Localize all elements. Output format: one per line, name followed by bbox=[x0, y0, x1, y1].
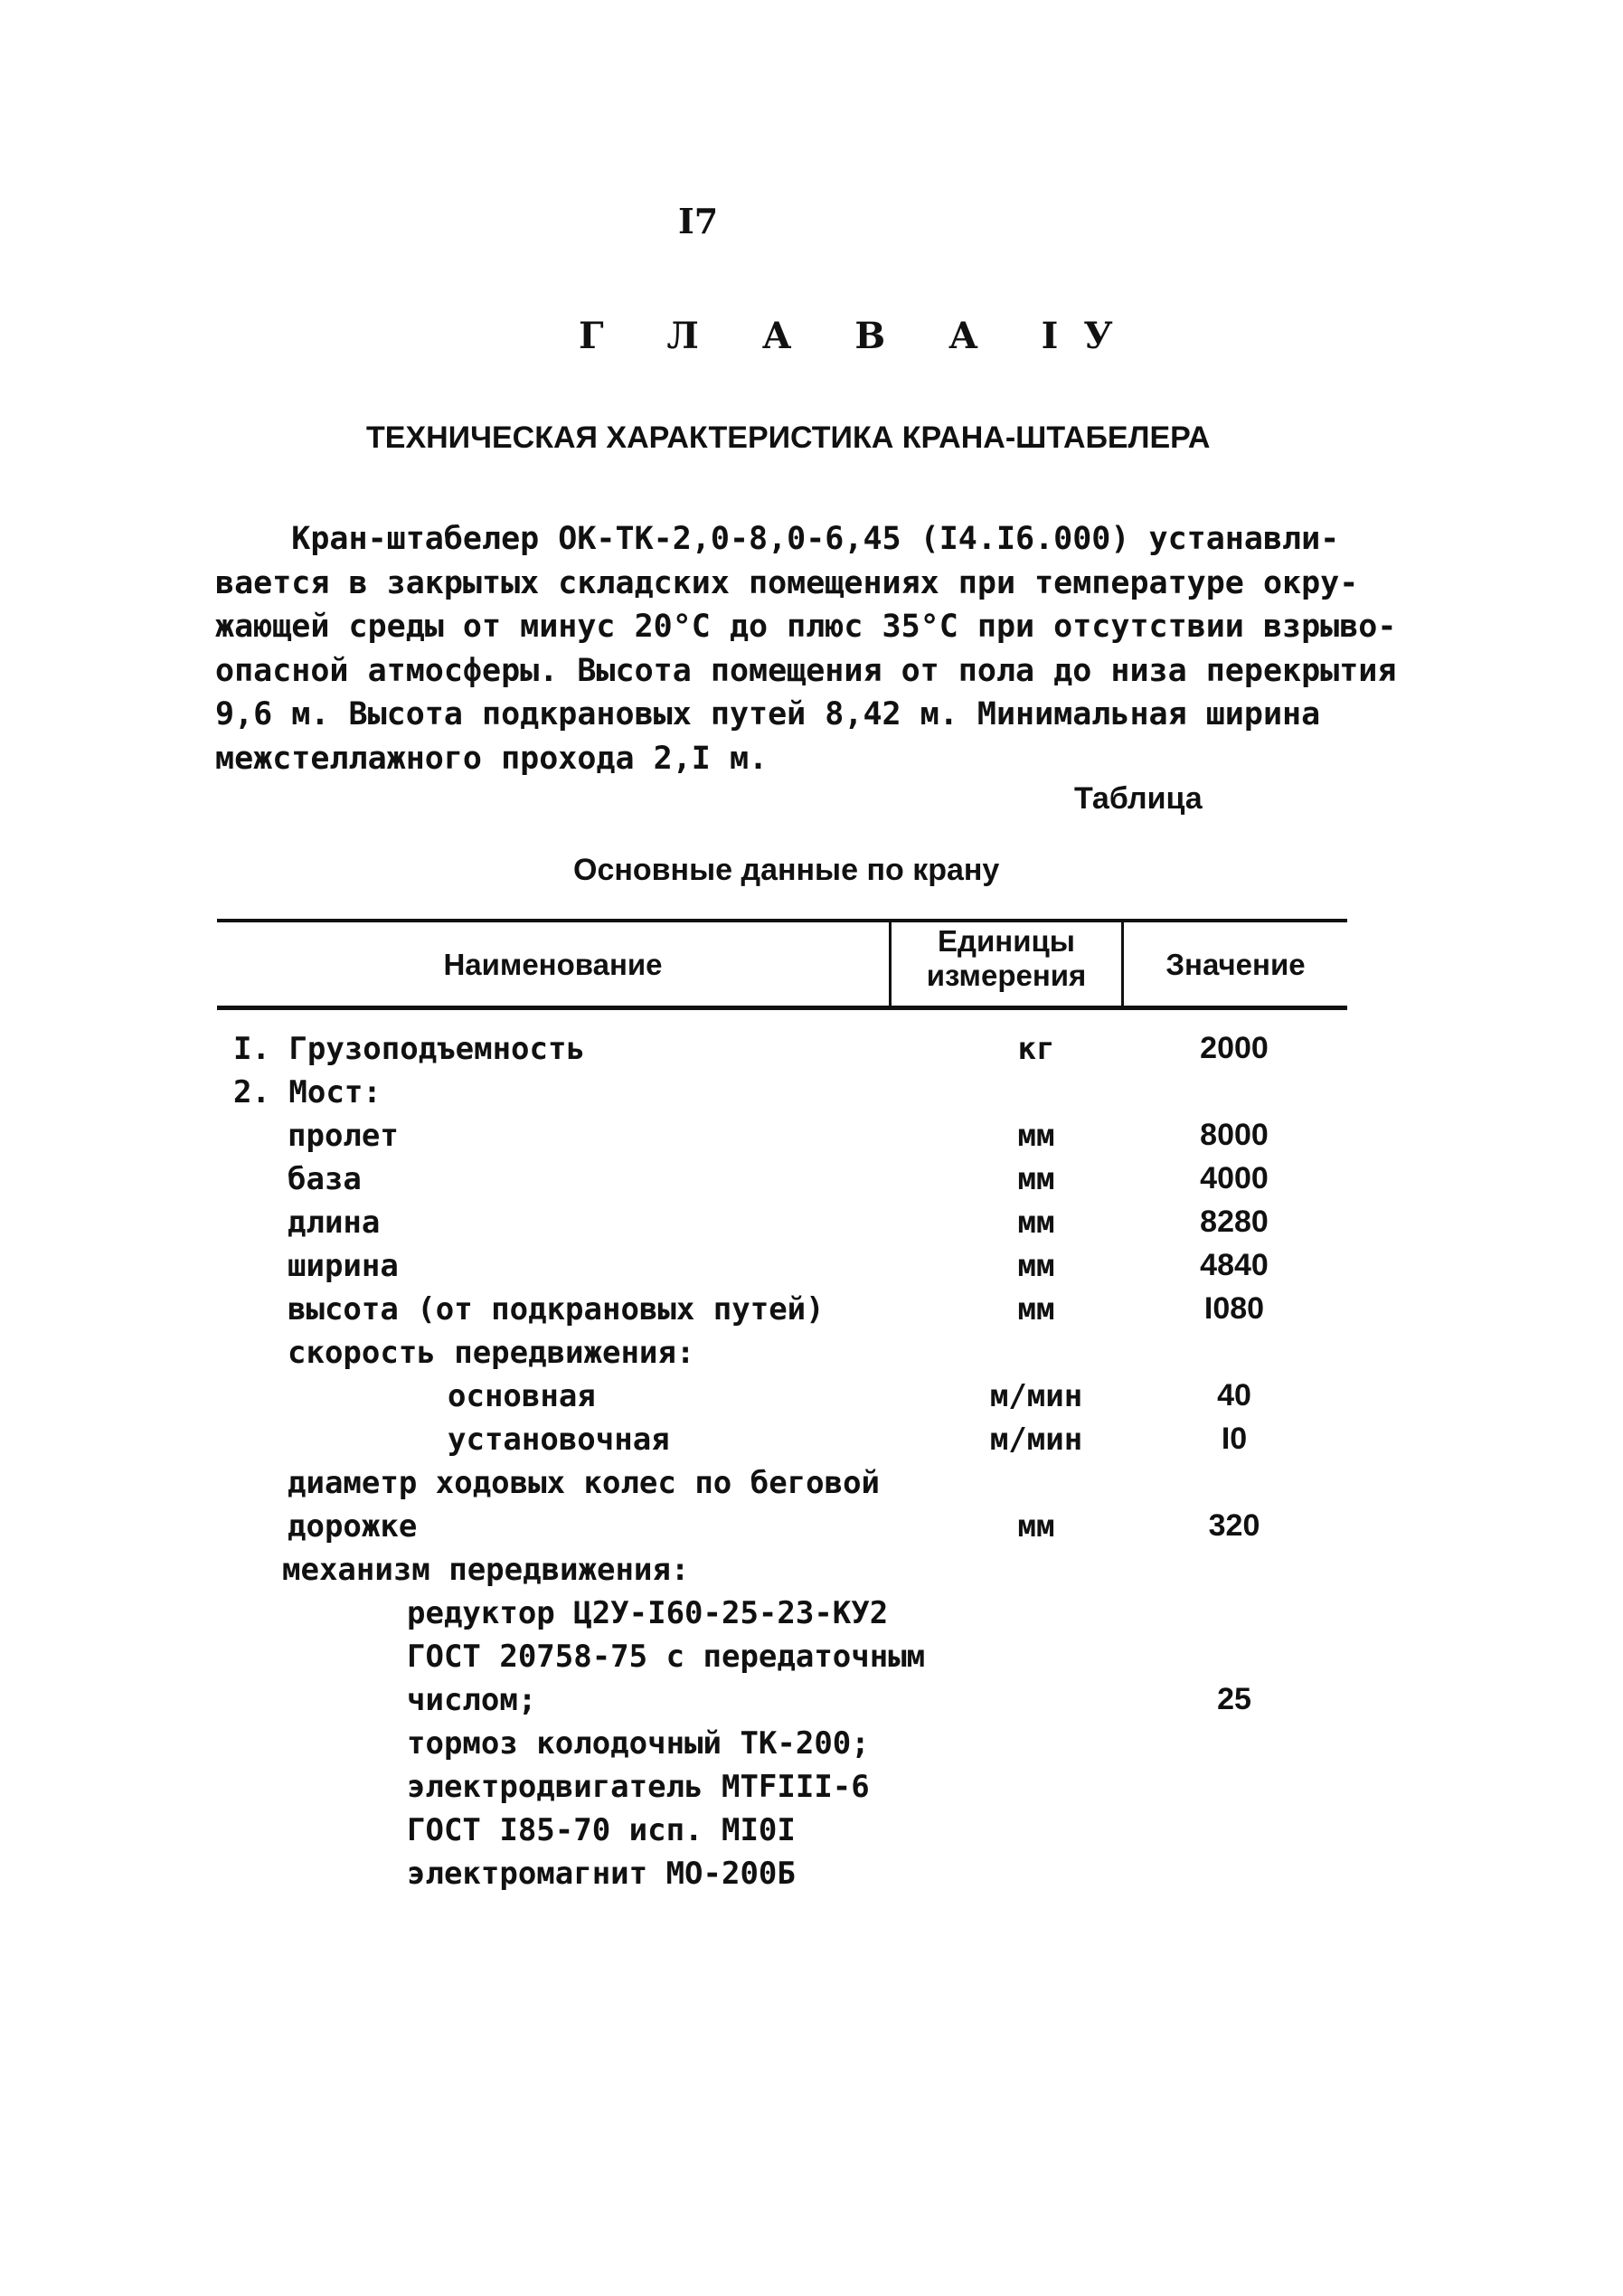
row-value: 8000 bbox=[1200, 1118, 1269, 1152]
row-value: 25 bbox=[1217, 1682, 1251, 1716]
row-unit: мм bbox=[1017, 1248, 1055, 1284]
page-number: I7 bbox=[678, 201, 719, 241]
row-value: I080 bbox=[1203, 1291, 1265, 1326]
section-title: ТЕХНИЧЕСКАЯ ХАРАКТЕРИСТИКА КРАНА-ШТАБЕЛЕРА bbox=[366, 420, 1211, 455]
header-units-line1: Единицы bbox=[938, 924, 1075, 958]
row-unit: мм bbox=[1017, 1508, 1055, 1545]
row-unit: м/мин bbox=[989, 1378, 1083, 1414]
row-value: 40 bbox=[1217, 1378, 1251, 1413]
row-name: база bbox=[288, 1161, 362, 1197]
row-name: дорожке bbox=[288, 1508, 418, 1545]
intro-line: межстеллажного прохода 2,I м. bbox=[215, 740, 769, 777]
row-name: электромагнит МО-200Б bbox=[407, 1856, 796, 1892]
row-name: механизм передвижения: bbox=[282, 1552, 690, 1588]
row-unit: кг bbox=[1017, 1031, 1055, 1067]
row-unit: мм bbox=[1017, 1291, 1055, 1328]
row-name: ГОСТ I85-70 исп. МI0I bbox=[407, 1812, 796, 1848]
row-name: длина bbox=[288, 1205, 381, 1241]
table-bottom-rule bbox=[217, 1006, 1347, 1010]
intro-line: 9,6 м. Высота подкрановых путей 8,42 м. Минимальная ширина bbox=[215, 696, 1321, 732]
row-name: пролет bbox=[288, 1118, 399, 1154]
row-name: тормоз колодочный ТК-200; bbox=[407, 1725, 870, 1762]
row-name: ширина bbox=[288, 1248, 399, 1284]
chapter-heading: Г Л А В А IУ bbox=[579, 315, 1138, 357]
intro-line: опасной атмосферы. Высота помещения от пола до низа перекрытия bbox=[215, 652, 1397, 689]
intro-line: жающей среды от минус 20°С до плюс 35°С при отсутствии взрыво- bbox=[215, 609, 1397, 645]
row-name: I. Грузоподъемность bbox=[233, 1031, 585, 1067]
row-name: основная bbox=[448, 1378, 596, 1414]
row-name: высота (от подкрановых путей) bbox=[288, 1291, 825, 1328]
intro-paragraph bbox=[215, 517, 1397, 780]
row-unit: мм bbox=[1017, 1161, 1055, 1197]
row-value: 4840 bbox=[1200, 1248, 1269, 1282]
table-caption: Основные данные по крану bbox=[573, 853, 1000, 887]
row-value: 2000 bbox=[1200, 1031, 1269, 1065]
row-name: 2. Мост: bbox=[233, 1074, 382, 1110]
row-unit: м/мин bbox=[989, 1422, 1083, 1458]
table-top-rule bbox=[217, 919, 1347, 922]
row-value: 320 bbox=[1208, 1508, 1260, 1543]
row-name: электродвигатель МТFIII-6 bbox=[407, 1769, 870, 1805]
row-value: 4000 bbox=[1200, 1161, 1269, 1195]
row-value: I0 bbox=[1221, 1422, 1248, 1456]
row-name: редуктор Ц2У-I60-25-23-КУ2 bbox=[407, 1595, 889, 1631]
row-name: скорость передвижения: bbox=[288, 1335, 695, 1371]
intro-line: вается в закрытых складских помещениях при температуре окру- bbox=[215, 564, 1359, 601]
row-name: числом; bbox=[407, 1682, 537, 1718]
table-label: Таблица bbox=[1074, 781, 1203, 816]
row-unit: мм bbox=[1017, 1118, 1055, 1154]
header-units bbox=[892, 924, 1121, 993]
row-name: диаметр ходовых колес по беговой bbox=[288, 1465, 881, 1501]
intro-line: Кран-штабелер ОК-ТК-2,0-8,0-6,45 (I4.I6.000) устанавли- bbox=[215, 521, 1340, 557]
table-header bbox=[217, 919, 1347, 1009]
row-value: 8280 bbox=[1200, 1205, 1269, 1239]
header-units-line2: измерения bbox=[926, 959, 1087, 992]
row-name: ГОСТ 20758-75 с передаточным bbox=[407, 1639, 926, 1675]
row-name: установочная bbox=[448, 1422, 670, 1458]
row-unit: мм bbox=[1017, 1205, 1055, 1241]
header-value: Значение bbox=[1165, 948, 1306, 981]
header-name: Наименование bbox=[443, 948, 663, 981]
